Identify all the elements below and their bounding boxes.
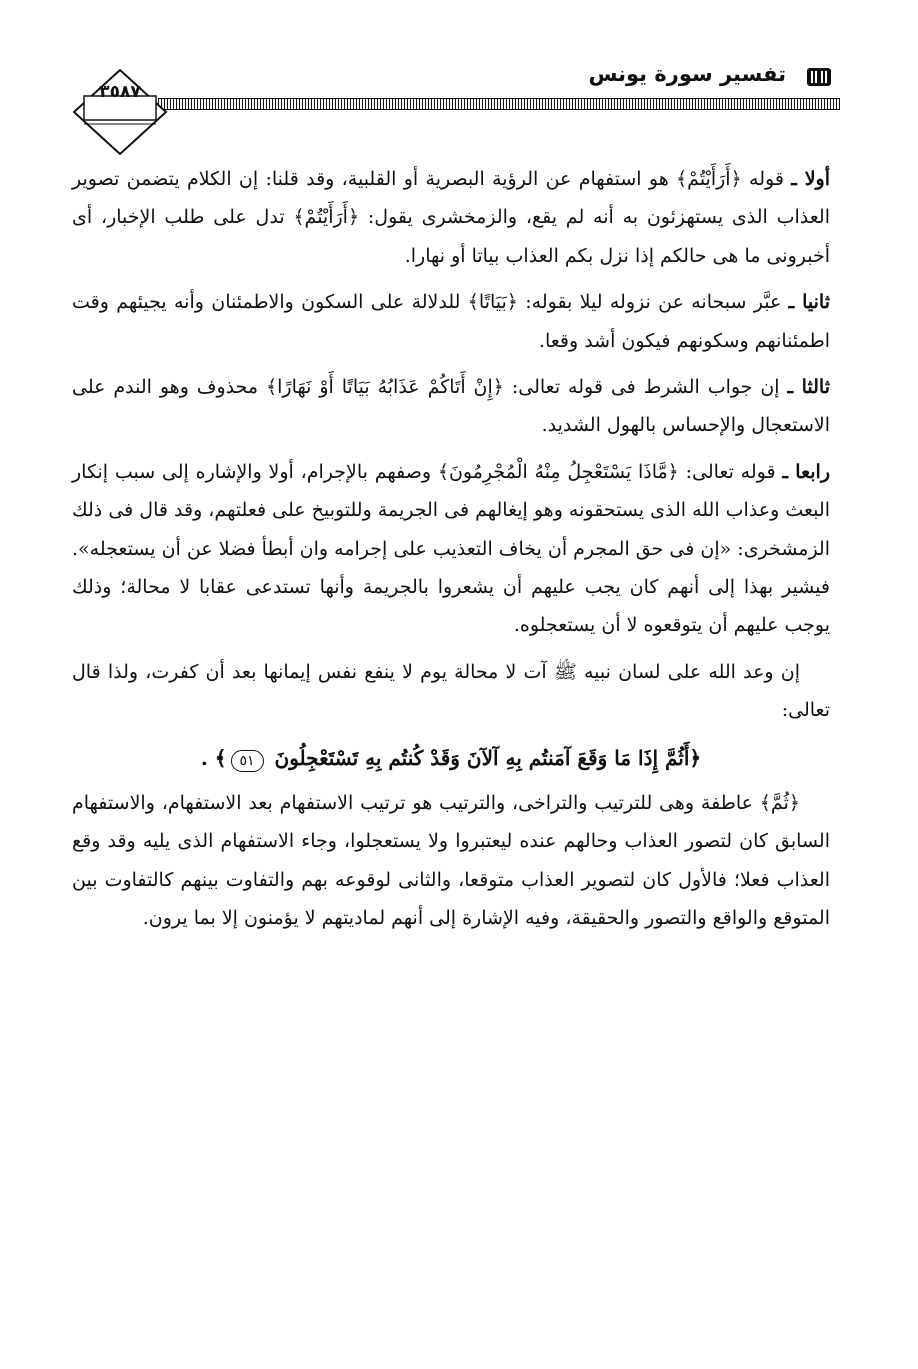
quran-verse: ﴿أَثُمَّ إِذَا مَا وَقَعَ آمَنتُم بِهِ آلآنَ وَقَدْ كُنتُم بِهِ تَسْتَعْجِلُونَ ٥١﴾ .	[200, 745, 702, 770]
paragraph-1: أولا ـ قوله ﴿أَرَأَيْتُمْ﴾ هو استفهام عن الرؤية البصرية أو القلبية، وقد قلنا: إن الكلام يتضمن تصوير العذاب الذى يستهزئون به أنه لم يقع، والزمخشرى يقول: ﴿أَرَأَيْتُمْ﴾ تدل على طلب الإخبار، أى أخبرونى ما هى حالكم إذا نزل بكم العذاب بياتا أو نهارا.	[72, 168, 830, 267]
paragraph-3: ثالثا ـ إن جواب الشرط فى قوله تعالى: ﴿إِنْ أَتَاكُمْ عَذَابُهُ بَيَاتًا أَوْ نَهَارًا﴾ محذوف وهو الندم على الاستعجال والإحساس بالهول الشديد.	[72, 376, 830, 437]
paragraph-4: رابعا ـ قوله تعالى: ﴿مَّاذَا يَسْتَعْجِلُ مِنْهُ الْمُجْرِمُونَ﴾ وصفهم بالإجرام، أولا والإشاره إلى سبب إنكار البعث وعذاب الله الذى يستحقونه وهو إيغالهم فى الجريمة وللتوبيخ على فعلتهم، وقد قال فى ذلك الزمشخرى: «إن فى حق المجرم أن يخاف التعذيب على إجرامه وان أبطأ فضلا عن أن يستعجله». فيشير بهذا إلى أنهم كان يجب عليهم أن يشعروا بالجريمة وأنها تستدعى عقابا لا محالة؛ وذلك يوجب عليهم أن يتوقعوه لا أن يستعجلوه.	[72, 460, 830, 637]
page-title: تفسير سورة يونس	[588, 62, 786, 86]
paragraph-6: ﴿ثُمَّ﴾ عاطفة وهى للترتيب والتراخى، والترتيب هو ترتيب الاستفهام بعد الاستفهام، والاستفهام السابق كان لتصور العذاب وحالهم عنده ليعتبروا ولا يستعجلوا، وجاء الاستفهام الذى يليه وقد وقع العذاب فعلا؛ فالأول كان لتصوير العذاب متوقعا، والثانى لوقوعه بهم والتفاوت بينهم كالتفاوت بين المتوقع والواقع والتصور والحقيقة، وفيه الإشارة إلى أنهم لماديتهم لا يؤمنون إلا بما يرون.	[72, 791, 830, 929]
paragraph-5: إن وعد الله على لسان نبيه ﷺ آت لا محالة يوم لا ينفع نفس إيمانها بعد أن كفرت، ولذا قال تعالى:	[72, 660, 830, 722]
header-rule	[158, 98, 840, 110]
book-ornament-icon	[806, 66, 832, 88]
page-header	[70, 52, 840, 162]
page-number: ٣٥٨٧	[99, 82, 141, 102]
verse-number: ٥١	[231, 750, 264, 772]
main-text	[72, 160, 830, 945]
paragraph-2: ثانيا ـ عبَّر سبحانه عن نزوله ليلا بقوله: ﴿بَيَاتًا﴾ للدلالة على السكون والاطمئنان وأنه يجيئهم وقت اطمئنانهم وسكونهم فيكون أشد وقعا.	[72, 291, 830, 352]
